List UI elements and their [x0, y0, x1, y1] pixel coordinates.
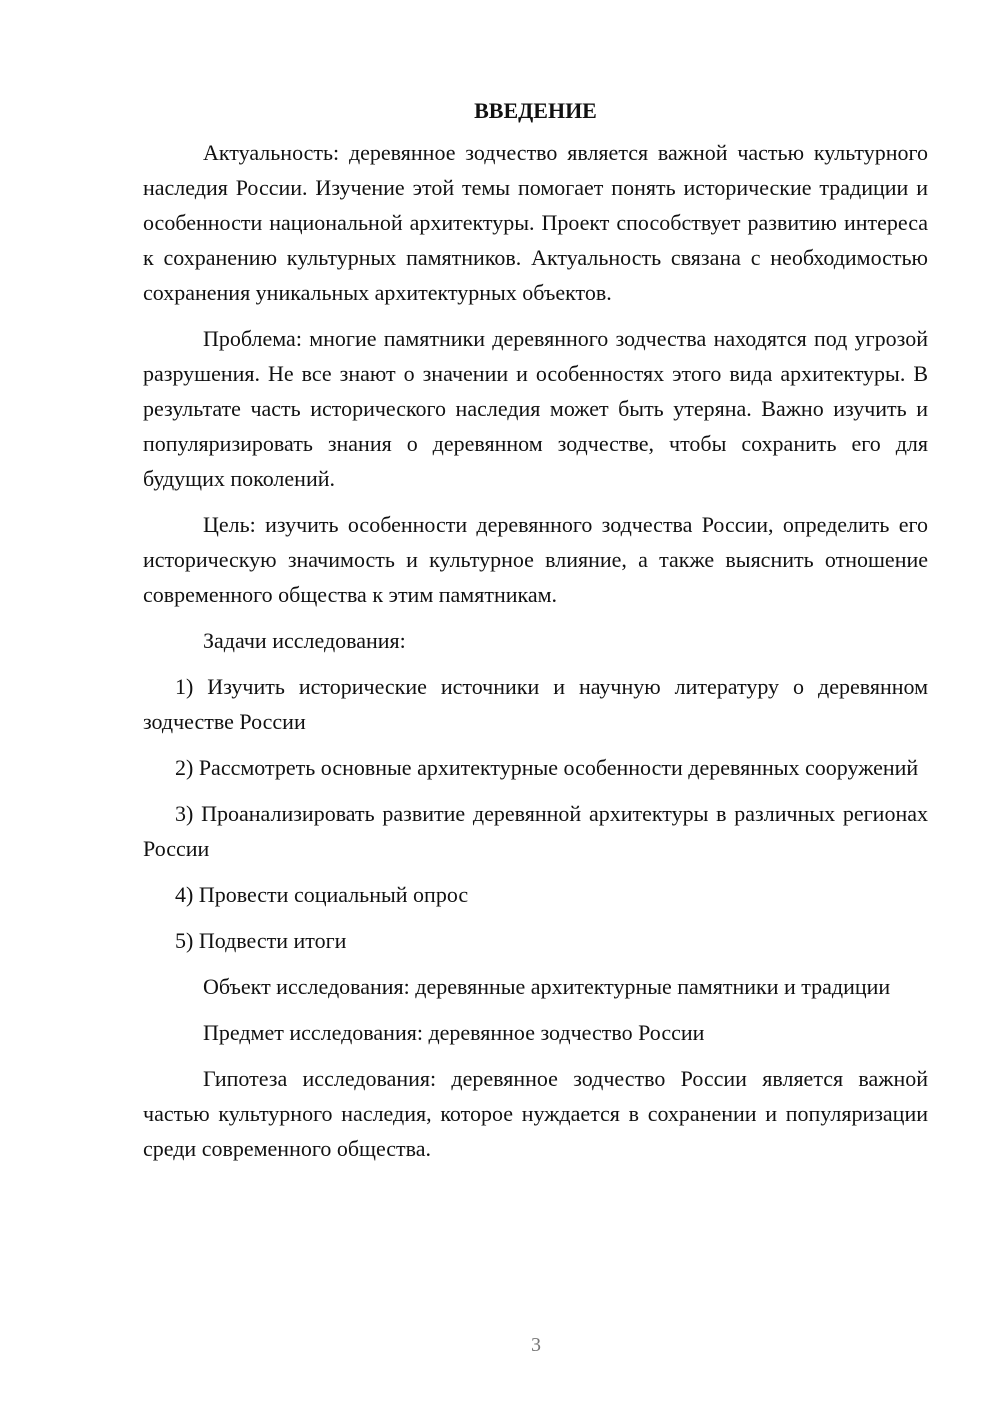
task-item: 3) Проанализировать развитие деревянной архитектуры в различных регионах России — [143, 801, 928, 861]
paragraph-relevance: Актуальность: деревянное зодчество является важной частью культурного наследия России. Изучение этой темы помогает понять исторические традиции и особенности национальной архитектуры. Проект способствует развитию интереса к сохранению культурных памятников. Актуальность связана с необходимостью сохранения уникальных архитектурных объектов. — [143, 140, 928, 305]
paragraph-goal: Цель: изучить особенности деревянного зодчества России, определить его историческую значимость и культурное влияние, а также выяснить отношение современного общества к этим памятникам. — [143, 512, 928, 607]
task-item: 5) Подвести итоги — [175, 928, 347, 953]
paragraph-problem: Проблема: многие памятники деревянного зодчества находятся под угрозой разрушения. Не все знают о значении и особенностях этого вида архитектуры. В результате часть исторического наследия может быть утеряна. Важно изучить и популяризировать знания о деревянном зодчестве, чтобы сохранить его для будущих поколений. — [143, 326, 928, 491]
task-item: 1) Изучить исторические источники и научную литературу о деревянном зодчестве России — [143, 674, 928, 734]
paragraph-hypothesis: Гипотеза исследования: деревянное зодчество России является важной частью культурного наследия, которое нуждается в сохранении и популяризации среди современного общества. — [143, 1066, 928, 1161]
paragraph-tasks-intro: Задачи исследования: — [203, 628, 406, 653]
task-item: 4) Провести социальный опрос — [175, 882, 469, 907]
task-item: 2) Рассмотреть основные архитектурные особенности деревянных сооружений — [175, 755, 919, 780]
page-number: 3 — [531, 1334, 541, 1356]
page-body — [143, 96, 928, 1177]
section-heading: ВВЕДЕНИЕ — [474, 98, 597, 123]
paragraph-object: Объект исследования: деревянные архитектурные памятники и традиции — [203, 974, 891, 999]
paragraph-subject: Предмет исследования: деревянное зодчество России — [203, 1020, 705, 1045]
